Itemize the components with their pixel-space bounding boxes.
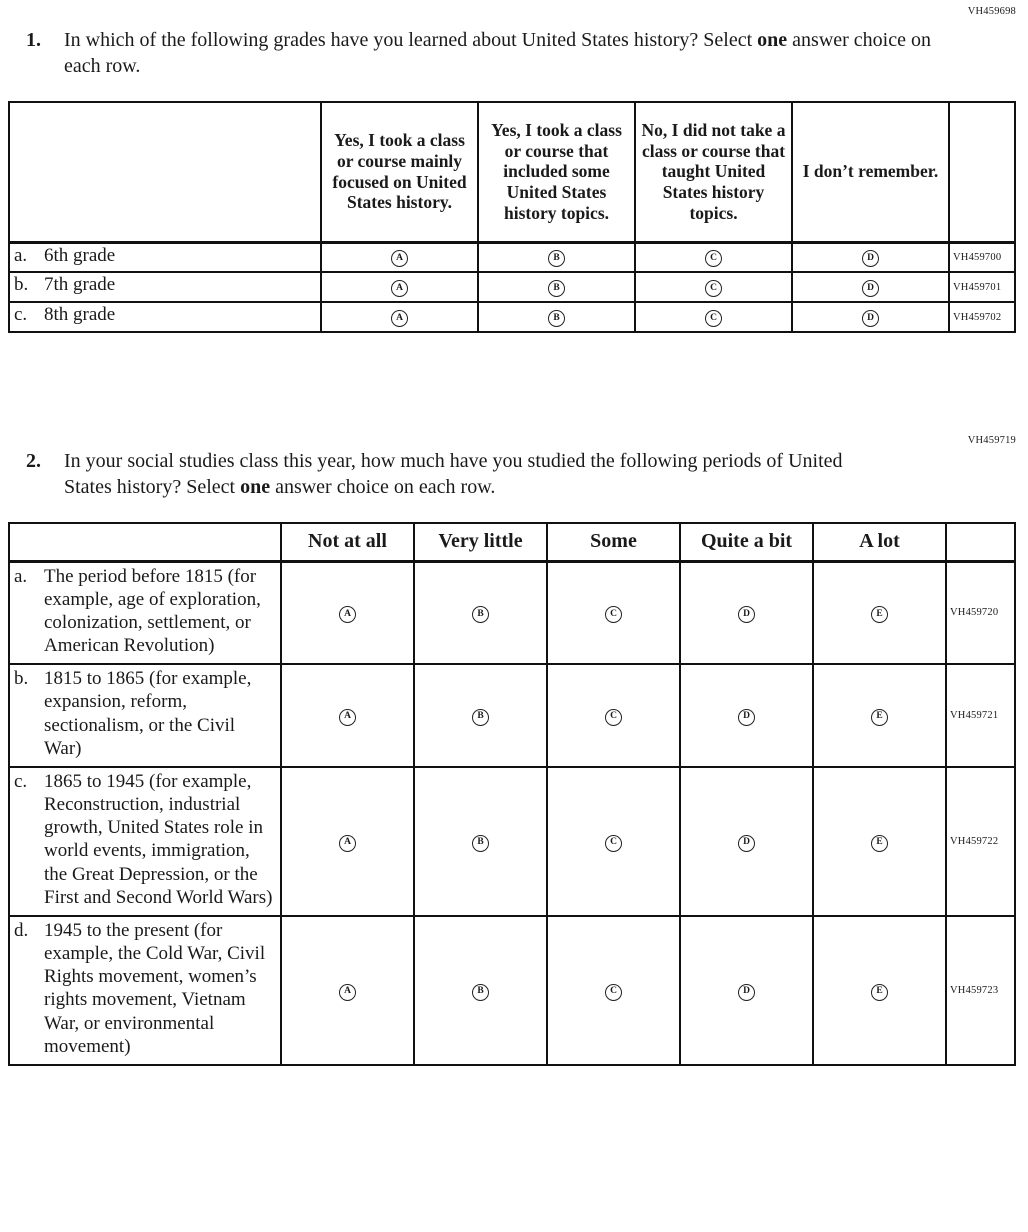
q2-row-d-cell-B (414, 916, 547, 1065)
q1-row-c-bubble-D[interactable]: D (862, 310, 879, 327)
q2-row-c (9, 767, 1015, 916)
q1-row-c-bubble-A[interactable]: A (391, 310, 408, 327)
q1-row-c-cell-B (478, 302, 635, 332)
q2-row-a-bubble-E[interactable]: E (871, 606, 888, 623)
question-2-table (8, 522, 1016, 1066)
q1-row-a-label (9, 242, 321, 272)
q2-row-d-letter: d. (14, 919, 29, 941)
q2-col-header-1: Very little (414, 523, 547, 561)
q1-row-c-cell-D (792, 302, 949, 332)
q2-header-code-stub (946, 523, 1015, 561)
q2-row-d-label (9, 916, 281, 1065)
question-1-table (8, 101, 1016, 333)
q2-row-b-cell-D (680, 664, 813, 767)
q2-row-a-cell-A (281, 561, 414, 664)
q2-row-a-bubble-B[interactable]: B (472, 606, 489, 623)
q1-row-c-cell-C (635, 302, 792, 332)
q2-col-header-0: Not at all (281, 523, 414, 561)
q1-row-c-label (9, 302, 321, 332)
q2-row-a (9, 561, 1015, 664)
q1-row-a-bubble-C[interactable]: C (705, 250, 722, 267)
q2-row-c-cell-D (680, 767, 813, 916)
q2-row-a-cell-C (547, 561, 680, 664)
q2-row-b-bubble-E[interactable]: E (871, 709, 888, 726)
q2-row-b-bubble-B[interactable]: B (472, 709, 489, 726)
q1-row-b-cell-A (321, 272, 478, 302)
q1-row-a (9, 242, 1015, 272)
q2-row-c-bubble-C[interactable]: C (605, 835, 622, 852)
q2-row-c-label (9, 767, 281, 916)
question-1-number: 1. (26, 29, 41, 51)
q2-row-b-code: VH459721 (946, 664, 1015, 767)
q2-row-c-bubble-D[interactable]: D (738, 835, 755, 852)
q2-row-d-code: VH459723 (946, 916, 1015, 1065)
question-2-text-bold: one (240, 476, 271, 498)
q2-row-d-bubble-C[interactable]: C (605, 984, 622, 1001)
question-1 (26, 27, 998, 79)
q2-row-d-bubble-A[interactable]: A (339, 984, 356, 1001)
q2-row-b-bubble-C[interactable]: C (605, 709, 622, 726)
q2-col-header-4: A lot (813, 523, 946, 561)
q2-row-d-cell-A (281, 916, 414, 1065)
q2-row-c-cell-A (281, 767, 414, 916)
question-1-text (64, 27, 944, 79)
q2-row-a-bubble-C[interactable]: C (605, 606, 622, 623)
q2-row-b-letter: b. (14, 668, 29, 690)
q1-row-c-label-text: 8th grade (44, 304, 116, 325)
q2-row-b (9, 664, 1015, 767)
q2-row-a-cell-E (813, 561, 946, 664)
q1-row-c-letter: c. (14, 304, 28, 325)
question-2 (26, 448, 998, 500)
q2-row-d-bubble-E[interactable]: E (871, 984, 888, 1001)
q1-row-c-code: VH459702 (949, 302, 1015, 332)
q1-row-a-cell-A (321, 242, 478, 272)
q1-row-a-code: VH459700 (949, 242, 1015, 272)
q1-row-c-bubble-B[interactable]: B (548, 310, 565, 327)
q2-row-d-bubble-B[interactable]: B (472, 984, 489, 1001)
q2-row-d-cell-E (813, 916, 946, 1065)
q1-row-c-cell-A (321, 302, 478, 332)
q2-row-b-cell-C (547, 664, 680, 767)
q2-row-a-label (9, 561, 281, 664)
q1-row-b-bubble-B[interactable]: B (548, 280, 565, 297)
q2-row-c-bubble-B[interactable]: B (472, 835, 489, 852)
q1-row-b-bubble-A[interactable]: A (391, 280, 408, 297)
q2-row-a-cell-B (414, 561, 547, 664)
q2-row-b-label-text: 1815 to 1865 (for example, expansion, reform, sectionalism, or the Civil War) (44, 668, 252, 759)
q1-col-header-3: I don’t remember. (792, 102, 949, 242)
q2-row-d (9, 916, 1015, 1065)
q1-row-b-label (9, 272, 321, 302)
form-code-mid: VH459719 (967, 435, 1016, 446)
q1-row-a-bubble-B[interactable]: B (548, 250, 565, 267)
q2-header-row (9, 523, 1015, 561)
q2-row-c-letter: c. (14, 770, 28, 792)
q1-row-a-bubble-A[interactable]: A (391, 250, 408, 267)
q1-row-b-code: VH459701 (949, 272, 1015, 302)
q2-row-a-code: VH459720 (946, 561, 1015, 664)
q2-row-b-cell-E (813, 664, 946, 767)
q2-row-b-label (9, 664, 281, 767)
q1-row-b-cell-B (478, 272, 635, 302)
q2-col-header-3: Quite a bit (680, 523, 813, 561)
q1-row-b-cell-D (792, 272, 949, 302)
q2-row-b-bubble-D[interactable]: D (738, 709, 755, 726)
q2-row-c-cell-E (813, 767, 946, 916)
q2-row-a-label-text: The period before 1815 (for example, age of exploration, colonization, settlement, or American Revolution) (44, 565, 261, 657)
q1-row-b (9, 272, 1015, 302)
q2-row-d-label-text: 1945 to the present (for example, the Cold War, Civil Rights movement, women’s rights movement, Vietnam War, or environmental movement) (44, 919, 266, 1057)
form-code-top: VH459698 (967, 6, 1016, 17)
q2-row-c-bubble-A[interactable]: A (339, 835, 356, 852)
q2-row-d-cell-D (680, 916, 813, 1065)
q2-row-a-cell-D (680, 561, 813, 664)
question-2-number: 2. (26, 450, 41, 472)
q1-row-a-label-text: 6th grade (44, 244, 116, 266)
q2-row-b-cell-A (281, 664, 414, 767)
q2-row-c-label-text: 1865 to 1945 (for example, Reconstruction, industrial growth, United States role in world events, immigration, the Great Depression, or the First and Second World Wars) (44, 770, 273, 908)
q1-row-a-cell-C (635, 242, 792, 272)
q2-header-stub (9, 523, 281, 561)
q1-col-header-1: Yes, I took a class or course that included some United States history topics. (478, 102, 635, 242)
q1-row-b-letter: b. (14, 274, 29, 295)
q1-row-a-cell-D (792, 242, 949, 272)
q1-header-row (9, 102, 1015, 242)
q1-header-stub (9, 102, 321, 242)
q2-row-c-bubble-E[interactable]: E (871, 835, 888, 852)
q1-row-b-bubble-D[interactable]: D (862, 280, 879, 297)
q2-row-d-cell-C (547, 916, 680, 1065)
q2-row-c-cell-B (414, 767, 547, 916)
q2-row-c-cell-C (547, 767, 680, 916)
q1-row-a-bubble-D[interactable]: D (862, 250, 879, 267)
q2-row-a-bubble-D[interactable]: D (738, 606, 755, 623)
q2-row-b-cell-B (414, 664, 547, 767)
q1-row-b-label-text: 7th grade (44, 274, 116, 295)
question-2-text-after: answer choice on each row. (270, 476, 496, 498)
q1-row-a-letter: a. (14, 244, 28, 266)
question-1-text-bold: one (757, 29, 788, 51)
question-2-text-before: In your social studies class this year, how much have you studied the following periods of United States history? Select (64, 450, 843, 498)
q1-row-b-cell-C (635, 272, 792, 302)
q1-row-a-cell-B (478, 242, 635, 272)
q1-header-code-stub (949, 102, 1015, 242)
q2-row-d-bubble-D[interactable]: D (738, 984, 755, 1001)
q2-row-a-bubble-A[interactable]: A (339, 606, 356, 623)
q2-col-header-2: Some (547, 523, 680, 561)
question-2-text (64, 448, 864, 500)
q1-col-header-0: Yes, I took a class or course mainly focused on United States history. (321, 102, 478, 242)
question-1-text-before: In which of the following grades have you learned about United States history? Select (64, 29, 758, 51)
q1-row-c (9, 302, 1015, 332)
q2-row-c-code: VH459722 (946, 767, 1015, 916)
q1-row-b-bubble-C[interactable]: C (705, 280, 722, 297)
q1-row-c-bubble-C[interactable]: C (705, 310, 722, 327)
q2-row-a-letter: a. (14, 565, 28, 587)
q2-row-b-bubble-A[interactable]: A (339, 709, 356, 726)
question-1-text-after: answer choice on each row. (64, 29, 931, 77)
q1-col-header-2: No, I did not take a class or course that taught United States history topics. (635, 102, 792, 242)
